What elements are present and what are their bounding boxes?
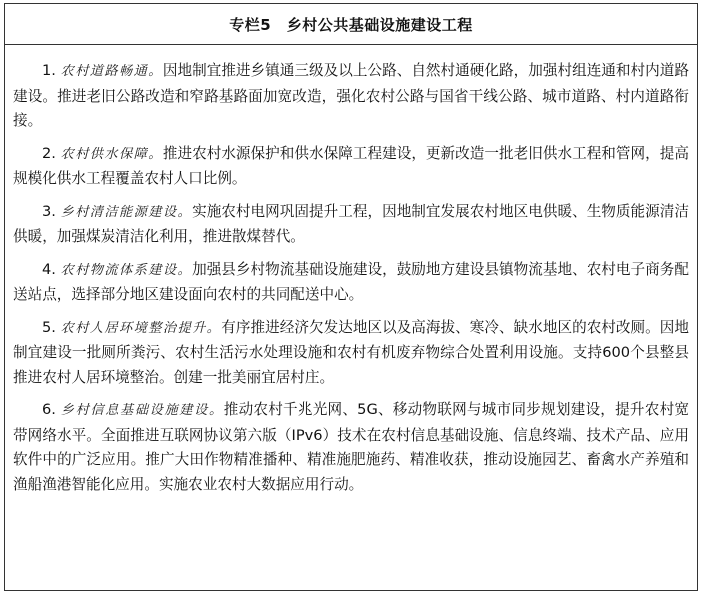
item-information-infrastructure [13, 398, 689, 497]
item-number: 4. [42, 260, 61, 278]
item-number: 6. [42, 401, 61, 418]
item-number: 1. [42, 62, 61, 79]
item-clean-energy [13, 200, 689, 250]
item-text: 有序推进经济欠发达地区以及高海拔、寒冷、缺水地区的农村改厕。因地制宜建设一批厕所粪污、农村生活污水处理设施和农村有机废弃物综合处置利用设施。支持600个县整县推进农村人居环境整治。创建一批美丽宜居村庄。 [13, 318, 689, 386]
item-water-supply [13, 142, 689, 192]
item-living-environment [13, 316, 689, 391]
item-heading: 农村道路畅通。 [60, 64, 163, 79]
panel-body [5, 45, 697, 497]
item-heading: 乡村清洁能源建设。 [60, 204, 193, 220]
item-text: 实施农村电网巩固提升工程，因地制宜发展农村地区电供暖、生物质能源清洁供暖，加强煤炭清洁化利用，推进散煤替代。 [13, 202, 689, 245]
item-heading: 农村人居环境整治提升。 [60, 320, 222, 336]
item-text: 推动农村千兆光网、5G、移动物联网与城市同步规划建设，提升农村宽带网络水平。全面推进互联网协议第六版（IPv6）技术在农村信息基础设施、信息终端、技术产品、应用软件中的广泛应用。推广大田作物精准播种、精准施肥施药、精准收获，推动设施园艺、畜禽水产养殖和渔船渔港智能化应用。实施农业农村大数据应用行动。 [13, 401, 689, 493]
item-number: 3. [42, 202, 61, 220]
item-number: 5. [42, 318, 61, 336]
item-heading: 乡村信息基础设施建设。 [60, 403, 224, 418]
panel-title: 专栏5 乡村公共基础设施建设工程 [229, 15, 473, 34]
item-roads [13, 59, 689, 134]
item-text: 推进农村水源保护和供水保障工程建设，更新改造一批老旧供水工程和管网，提高规模化供水工程覆盖农村人口比例。 [13, 144, 689, 187]
item-text: 因地制宜推进乡镇通三级及以上公路、自然村通硬化路，加强村组连通和村内道路建设。推进老旧公路改造和窄路基路面加宽改造，强化农村公路与国省干线公路、城市道路、村内道路衔接。 [13, 62, 689, 129]
item-text: 加强县乡村物流基础设施建设，鼓励地方建设县镇物流基地、农村电子商务配送站点，选择部分地区建设面向农村的共同配送中心。 [13, 260, 689, 303]
item-heading: 农村物流体系建设。 [60, 262, 193, 278]
item-number: 2. [42, 144, 61, 162]
item-logistics [13, 258, 689, 308]
column-panel [4, 3, 698, 591]
panel-header [5, 4, 697, 45]
item-heading: 农村供水保障。 [60, 146, 163, 162]
